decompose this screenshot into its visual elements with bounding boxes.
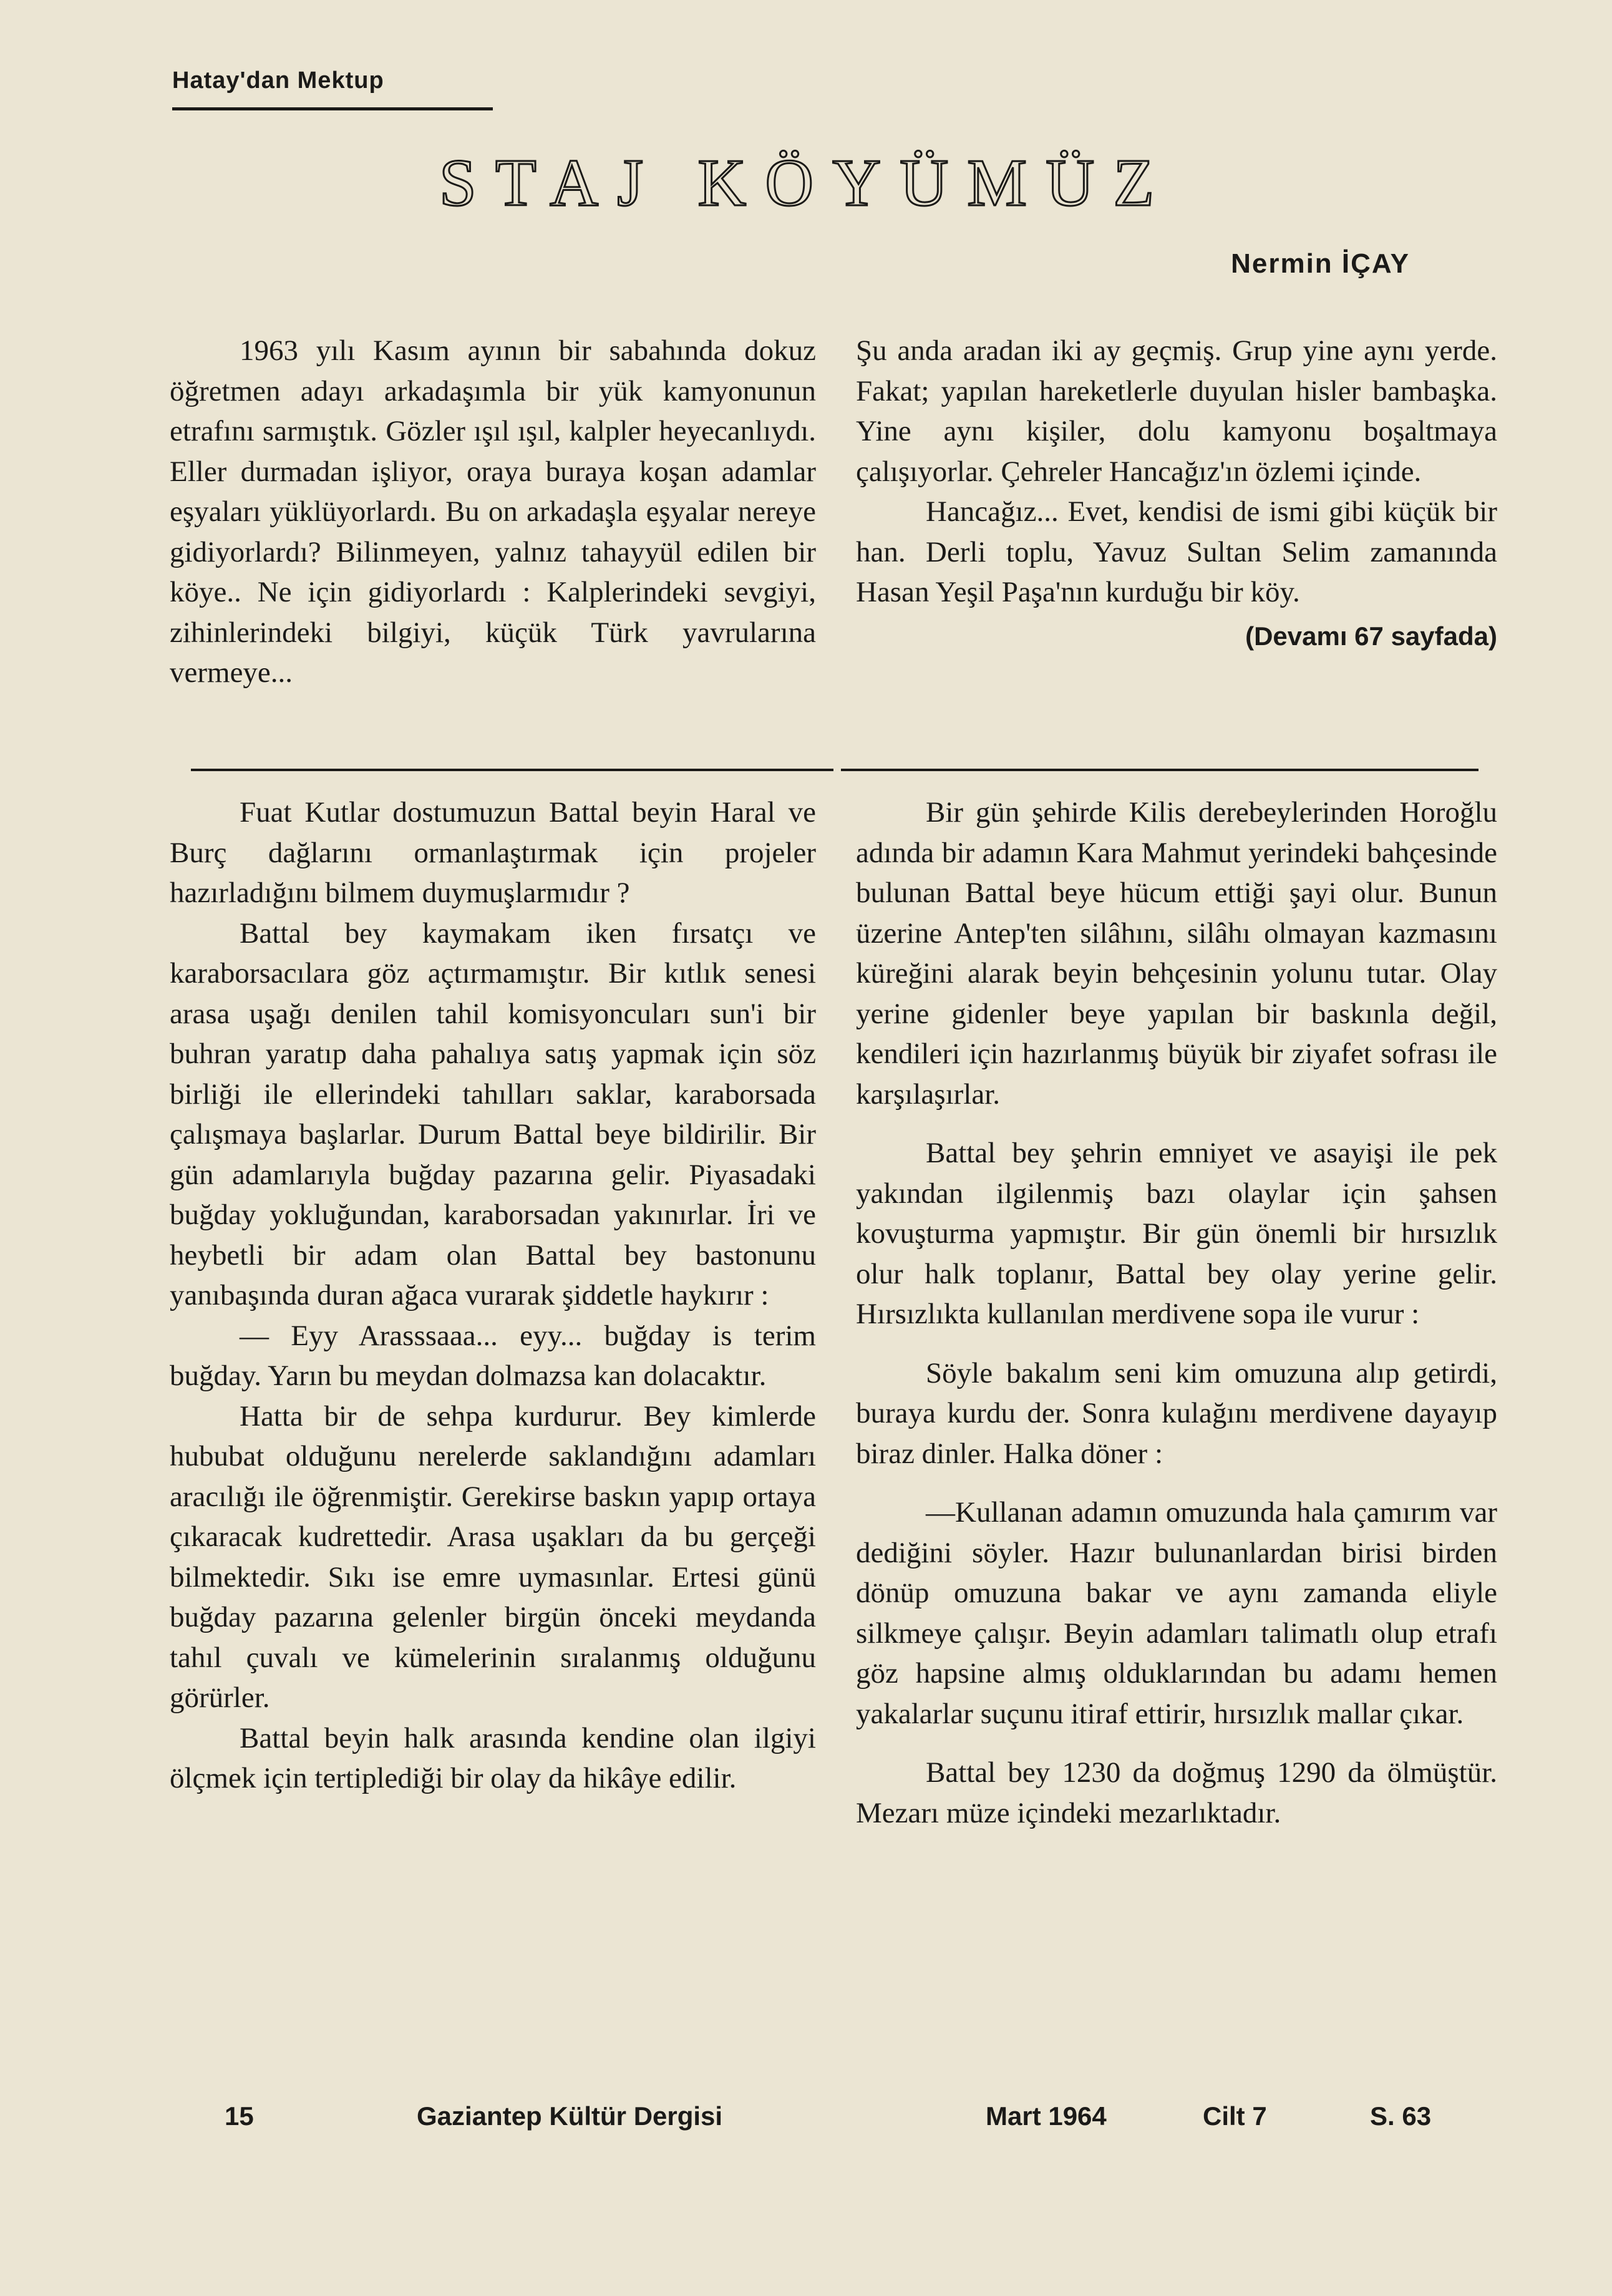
section-rule bbox=[172, 107, 493, 110]
paragraph: —Kullanan adamın omuzunda hala çamırım var dediğini söyler. Hazır bulunanlardan birisi birden dönüp omuzuna bakar ve aynı zamanda eliyle silkmeye çalışır. Beyin adamları talimatlı olup etrafı göz hapsine almış olduklarından bu adamı hemen yakalarlar suçunu itiraf ettirir, hırsızlık mallar çıkar. bbox=[856, 1496, 1497, 1730]
paragraph: Fuat Kutlar dostumuzun Battal beyin Haral ve Burç dağlarını ormanlaştırmak için projeler hazırladığını bilmem duymuşlarmıdır ? bbox=[170, 796, 816, 909]
article2-left-column bbox=[170, 792, 816, 1799]
paragraph: Battal bey kaymakam iken fırsatçı ve karaborsacılara göz açtırmamıştır. Bir kıtlık senesi arasa uşağı denilen tahil komisyoncuları sun'i bir buhran yaratıp daha pahalıya satış yapmak için söz birliği ile ellerindeki tahılları saklar, karaborsada çalışmaya başlarlar. Durum Battal beye bildirilir. Bir gün adamlarıyla buğday pazarına gelir. Piyasadaki buğday yokluğundan, karaborsadan yakınırlar. İri ve heybetli bir adam olan Battal bey bastonunu yanıbaşında duran ağaca vurarak şiddetle haykırır : bbox=[170, 917, 816, 1311]
article-author: Nermin İÇAY bbox=[1231, 248, 1410, 279]
paragraph: Hancağız... Evet, kendisi de ismi gibi küçük bir han. Derli toplu, Yavuz Sultan Selim zamanında Hasan Yeşil Paşa'nın kurduğu bir köy. bbox=[856, 495, 1497, 608]
footer-issue: S. 63 bbox=[1370, 2101, 1432, 2131]
section-label: Hatay'dan Mektup bbox=[172, 67, 384, 94]
paragraph: Hatta bir de sehpa kurdurur. Bey kimlerde hububat olduğunu nerelerde saklandığını adamları aracılığı ile öğrenmiştir. Gerekirse baskın yapıp ortaya çıkaracak kudrettedir. Arasa uşakları da bu gerçeği bilmektedir. Sıkı ise emre uymasınlar. Ertesi günü buğday pazarına gelenler birgün önceki meydanda tahıl çuvalı ve kümelerinin sıralanmış olduğunu görürler. bbox=[170, 1399, 816, 1714]
right-divider-rule bbox=[841, 769, 1478, 771]
article1-right-column bbox=[856, 331, 1497, 656]
paragraph: 1963 yılı Kasım ayının bir sabahında dokuz öğretmen adayı arkadaşımla bir yük kamyonunun etrafını sarmıştık. Gözler ışıl ışıl, kalpler heyecanlıydı. Eller durmadan işliyor, oraya buraya koşan adamlar eşyaları yüklüyorlardı. Bu on arkadaşla eşyalar nereye gidiyorlardı? Bilinmeyen, yalnız tahayyül edilen bir köye.. Ne için gidiyorlardı : Kalplerindeki sevgiyi, zihinlerindeki bilgiyi, küçük Türk yavrularına vermeye... bbox=[170, 334, 816, 689]
paragraph: — Eyy Arasssaaa... eyy... buğday is terim buğday. Yarın bu meydan dolmazsa kan dolacaktır. bbox=[170, 1319, 816, 1392]
left-divider-rule bbox=[191, 769, 833, 771]
paragraph: Battal bey 1230 da doğmuş 1290 da ölmüştür. Mezarı müze içindeki mezarlıktadır. bbox=[856, 1756, 1497, 1829]
paragraph: Battal beyin halk arasında kendine olan ilgiyi ölçmek için tertiplediği bir olay da hikâye edilir. bbox=[170, 1721, 816, 1794]
footer-volume: Cilt 7 bbox=[1203, 2101, 1267, 2131]
article1-left-column bbox=[170, 331, 816, 693]
paragraph: Söyle bakalım seni kim omuzuna alıp getirdi, buraya kurdu der. Sonra kulağını merdivene dayayıp biraz dinler. Halka döner : bbox=[856, 1356, 1497, 1470]
paragraph: Bir gün şehirde Kilis derebeylerinden Horoğlu adında bir adamın Kara Mahmut yerindeki bahçesinde bulunan Battal beye hücum ettiği şayi olur. Bunun üzerine Antep'ten silâhını, silâhı olmayan kazmasını küreğini alarak beyin behçesinin yolunu tutar. Olay yerine gidenler beye yapılan bir baskınla değil, kendileri için hazırlanmış büyük bir ziyafet sofrası ile karşılaşırlar. bbox=[856, 796, 1497, 1111]
paragraph: Battal bey şehrin emniyet ve asayişi ile pek yakından ilgilenmiş bazı olaylar için şahsen kovuşturma yapmıştır. Bir gün önemli bir hırsızlık olur halk toplanır, Battal bey olay yerine gelir. Hırsızlıkta kullanılan merdivene sopa ile vurur : bbox=[856, 1137, 1497, 1330]
continued-note: (Devamı 67 sayfada) bbox=[1245, 621, 1497, 651]
paragraph: Şu anda aradan iki ay geçmiş. Grup yine aynı yerde. Fakat; yapılan hareketlerle duyulan hisler bambaşka. Yine aynı kişiler, dolu kamyonu boşaltmaya çalışıyorlar. Çehreler Hancağız'ın özlemi içinde. bbox=[856, 334, 1497, 488]
footer-page-number: 15 bbox=[225, 2101, 254, 2131]
footer-magazine-name: Gaziantep Kültür Dergisi bbox=[417, 2101, 723, 2131]
article2-right-column bbox=[856, 792, 1497, 1833]
footer-date: Mart 1964 bbox=[986, 2101, 1107, 2131]
article-title: STAJ KÖYÜMÜZ bbox=[439, 146, 1173, 220]
